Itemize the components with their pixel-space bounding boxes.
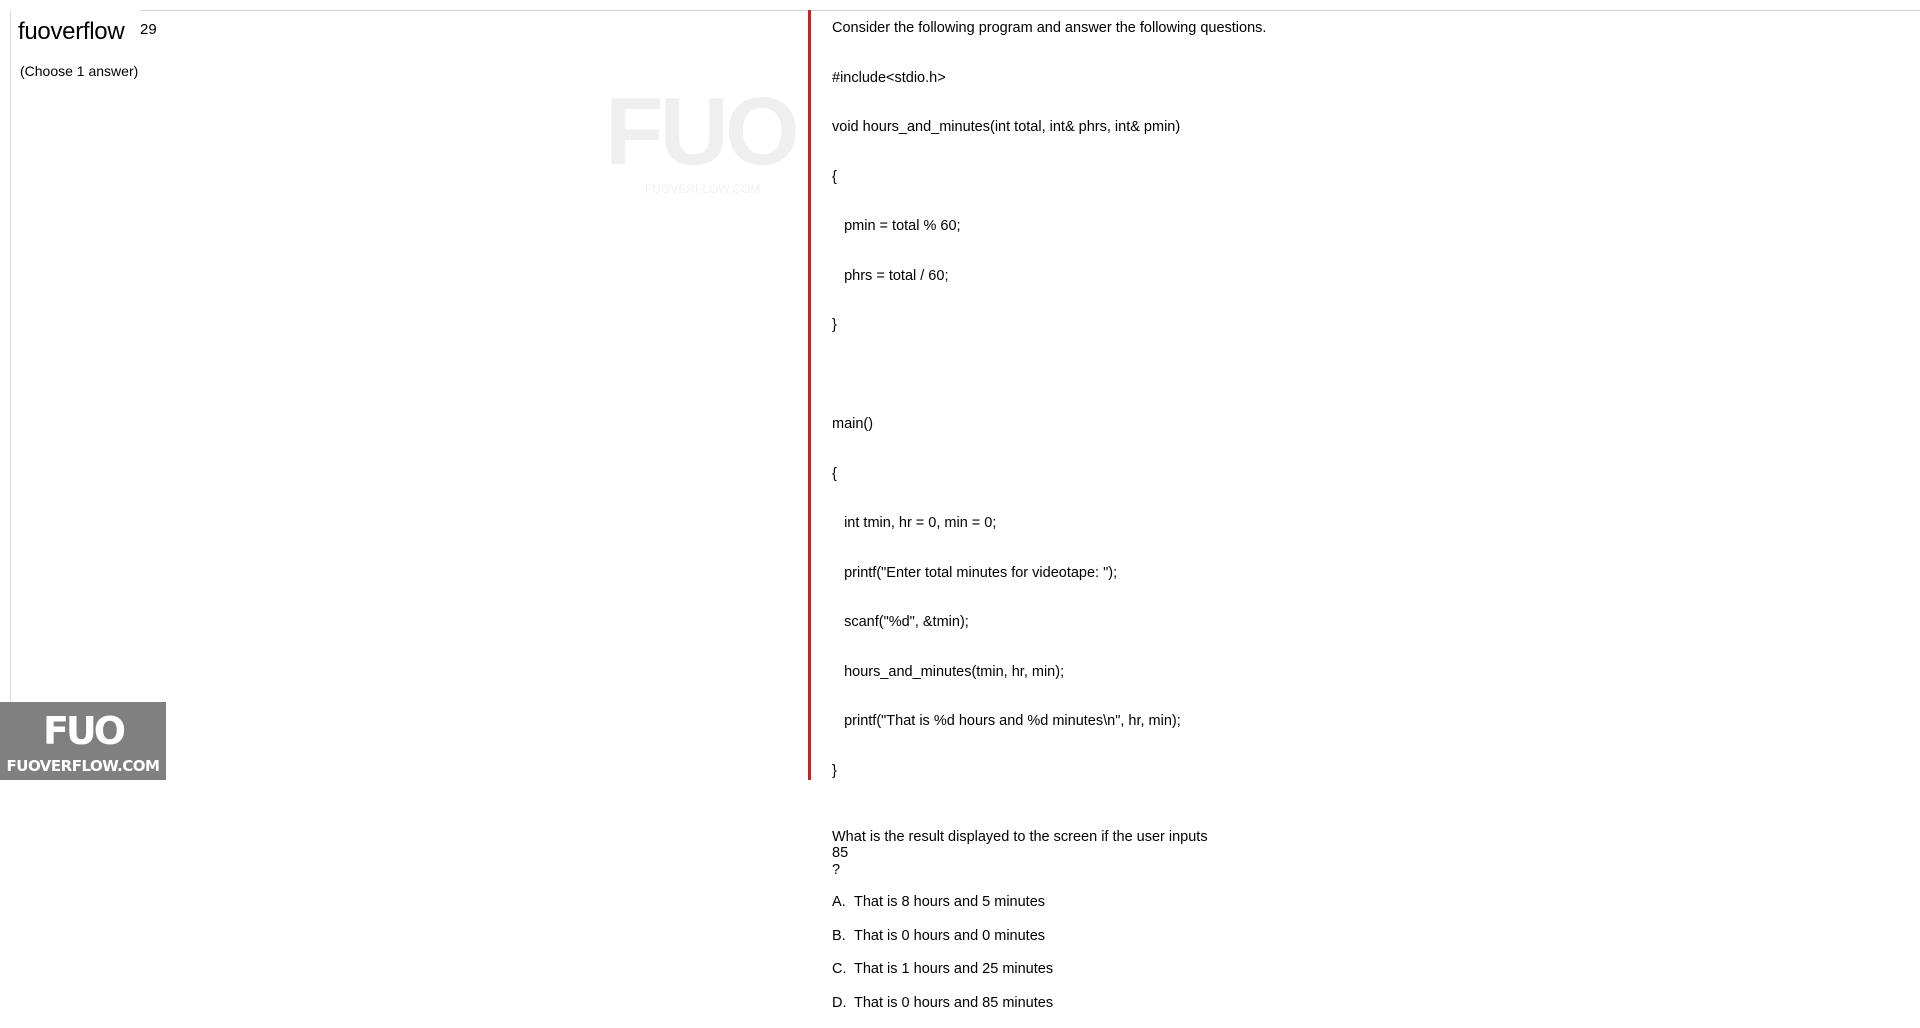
- top-border: [140, 10, 1920, 11]
- panel-divider: [808, 10, 811, 780]
- option-text: That is 0 hours and 0 minutes: [854, 928, 1045, 944]
- site-title: fuoverflow: [18, 18, 130, 46]
- option-text: That is 8 hours and 5 minutes: [854, 894, 1045, 910]
- code-line: void hours_and_minutes(int total, int& phrs, int& pmin): [832, 119, 1892, 136]
- left-border: [10, 10, 11, 780]
- option-d[interactable]: [832, 995, 1892, 1028]
- choose-instruction: (Choose 1 answer): [20, 63, 138, 79]
- code-line: pmin = total % 60;: [832, 218, 1892, 235]
- watermark-letters: FUO: [605, 82, 795, 182]
- logo-mark: FUO: [0, 710, 166, 752]
- option-letter: D.: [832, 995, 854, 1012]
- option-letter: B.: [832, 928, 854, 945]
- code-block: [832, 37, 1892, 813]
- question-prompt: [832, 829, 1892, 879]
- code-line: main(): [832, 416, 1892, 433]
- prompt-input-value: 85: [832, 845, 1892, 862]
- option-text: That is 0 hours and 85 minutes: [854, 995, 1053, 1011]
- code-line: {: [832, 466, 1892, 483]
- code-line: printf("That is %d hours and %d minutes\n", hr, min);: [832, 713, 1892, 730]
- code-line: scanf("%d", &tmin);: [832, 614, 1892, 631]
- fuoverflow-logo: [0, 702, 166, 780]
- code-line: phrs = total / 60;: [832, 268, 1892, 285]
- option-text: That is 1 hours and 25 minutes: [854, 961, 1053, 977]
- option-b[interactable]: [832, 928, 1892, 962]
- code-line: int tmin, hr = 0, min = 0;: [832, 515, 1892, 532]
- prompt-line: What is the result displayed to the screen if the user inputs: [832, 829, 1892, 846]
- prompt-line: ?: [832, 862, 1892, 879]
- faint-watermark-logo: [605, 82, 795, 192]
- watermark-caption: FUOVERFLOW.COM: [645, 182, 795, 196]
- logo-url: FUOVERFLOW.COM: [0, 756, 166, 776]
- code-line: #include<stdio.h>: [832, 70, 1892, 87]
- question-number: 29: [140, 21, 157, 38]
- code-line: printf("Enter total minutes for videotape: ");: [832, 565, 1892, 582]
- option-letter: A.: [832, 894, 854, 911]
- option-letter: C.: [832, 961, 854, 978]
- code-line: hours_and_minutes(tmin, hr, min);: [832, 664, 1892, 681]
- code-line: }: [832, 317, 1892, 334]
- question-panel: [832, 20, 1892, 1028]
- code-line: }: [832, 763, 1892, 780]
- option-c[interactable]: [832, 961, 1892, 995]
- code-line: [832, 367, 1892, 384]
- option-a[interactable]: [832, 894, 1892, 928]
- answer-options: [832, 894, 1892, 1028]
- question-intro: Consider the following program and answer the following questions.: [832, 20, 1892, 37]
- code-line: {: [832, 169, 1892, 186]
